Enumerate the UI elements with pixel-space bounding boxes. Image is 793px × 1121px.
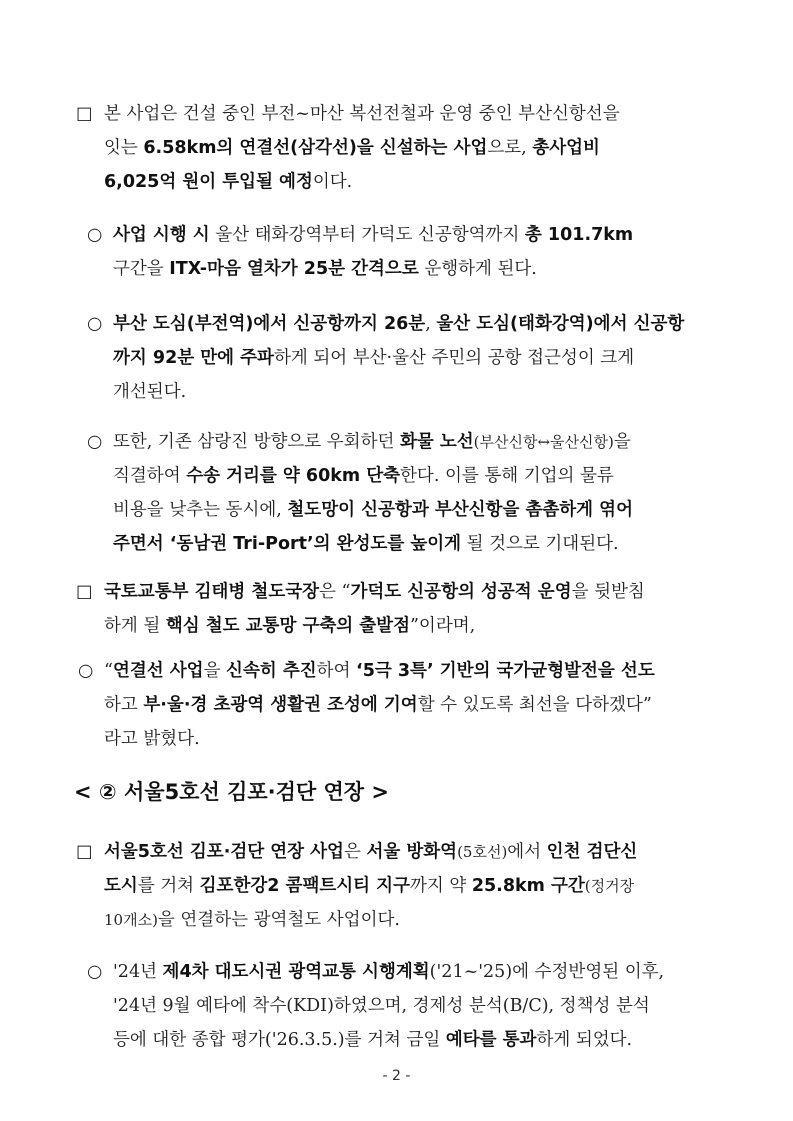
bold-text-run: 도시 xyxy=(104,876,138,896)
text-line xyxy=(104,97,620,131)
bold-text-run: 울산 도심(태화강역)에서 신공항 xyxy=(436,314,685,334)
bold-text-run: 예타를 통과 xyxy=(445,1030,537,1050)
text-line xyxy=(104,131,600,165)
bold-text-run: 6,025억 원이 투입될 예정 xyxy=(104,172,313,192)
text-run: 한다. 이를 통해 기업의 물류 xyxy=(400,466,614,486)
text-run: 비용을 낮추는 동시에, xyxy=(113,500,288,520)
bold-text-run: 25.8km 구간 xyxy=(471,876,585,896)
circle-bullet-icon: ○ xyxy=(87,225,103,245)
bold-text-run: 부·울·경 초광역 생활권 조성에 기여 xyxy=(143,695,418,715)
text-line xyxy=(104,609,475,643)
bold-text-run: 부산 도심(부전역)에서 신공항까지 26분 xyxy=(113,314,426,334)
text-run: 하게 되었다. xyxy=(536,1030,633,1050)
text-run: (5호선) xyxy=(457,843,508,861)
bold-text-run: 까지 92분 만에 주파 xyxy=(113,348,274,368)
bold-text-run: 총사업비 xyxy=(532,138,600,158)
text-line xyxy=(113,425,631,459)
text-run: 본 사업은 건설 중인 부전~마산 복선전철과 운영 중인 부산신항선을 xyxy=(104,104,620,124)
bold-text-run: 서울5호선 김포·검단 연장 사업 xyxy=(104,842,344,862)
bold-text-run: 6.58km의 연결선(삼각선)을 신설하는 사업 xyxy=(143,138,488,158)
text-run: ”이라며, xyxy=(409,616,476,636)
text-run: 등에 대한 종합 평가('26.3.5.)를 거쳐 금일 xyxy=(113,1030,446,1050)
text-run: 이다. xyxy=(312,172,353,192)
text-run: 할 수 있도록 최선을 다하겠다” xyxy=(417,695,652,715)
text-run: 으로, xyxy=(487,138,533,158)
text-run: (부산신항↔울산신항) xyxy=(473,433,614,451)
circle-bullet-icon: ○ xyxy=(78,661,94,681)
text-run: , xyxy=(425,314,437,334)
square-bullet-icon: □ xyxy=(76,842,93,862)
circle-bullet-icon: ○ xyxy=(87,314,103,334)
text-run: 에서 xyxy=(507,842,547,862)
text-line xyxy=(104,165,352,199)
circle-bullet-icon: ○ xyxy=(87,962,103,982)
text-run: ('21~'25)에 수정반영된 이후, xyxy=(429,962,665,982)
text-run: 또한, 기존 삼랑진 방향으로 우회하던 xyxy=(113,432,400,452)
text-run: 울산 태화강역부터 가덕도 신공항역까지 xyxy=(209,225,525,245)
section-heading: < ② 서울5호선 김포·검단 연장 > xyxy=(74,780,389,804)
bold-text-run: 제4차 대도시권 광역교통 시행계획 xyxy=(162,962,430,982)
text-line xyxy=(113,493,633,527)
text-line xyxy=(104,835,637,869)
bold-text-run: 핵심 철도 교통망 구축의 출발점 xyxy=(165,616,410,636)
text-run: 을 xyxy=(203,661,227,681)
text-run: 을 연결하는 광역철도 사업이다. xyxy=(157,910,400,930)
bold-text-run: 국토교통부 김태병 철도국장 xyxy=(104,582,320,602)
bold-text-run: 주면서 ‘동남권 Tri-Port’의 완성도를 높이게 xyxy=(113,534,462,554)
text-run: 구간을 xyxy=(113,259,170,279)
text-run: 개선된다. xyxy=(113,382,187,402)
bold-text-run: 김포한강2 콤팩트시티 지구 xyxy=(199,876,410,896)
bold-text-run: 가덕도 신공항의 성공적 운영 xyxy=(350,582,572,602)
text-run: 하게 될 xyxy=(104,616,166,636)
bold-text-run: 철도망이 신공항과 부산신항을 촘촘하게 엮어 xyxy=(287,500,633,520)
bold-text-run: 수송 거리를 약 60km 단축 xyxy=(186,466,401,486)
text-line xyxy=(113,989,650,1023)
text-line xyxy=(113,341,634,375)
text-line xyxy=(104,688,652,722)
page-number: - 2 - xyxy=(382,1068,411,1084)
text-run: 직결하여 xyxy=(113,466,187,486)
bold-text-run: 연결선 사업 xyxy=(112,661,204,681)
text-line xyxy=(104,722,200,756)
text-run: '24년 9월 예타에 착수(KDI)하였으며, 경제성 분석(B/C), 정책성 분석 xyxy=(113,996,650,1016)
text-line xyxy=(104,869,634,903)
text-run: “ xyxy=(104,661,113,681)
circle-bullet-icon: ○ xyxy=(87,432,103,452)
bold-text-run: 서울 방화역 xyxy=(366,842,458,862)
text-run: 라고 밝혔다. xyxy=(104,729,200,749)
bold-text-run: 사업 시행 시 xyxy=(113,225,210,245)
text-run: 될 것으로 기대된다. xyxy=(461,534,619,554)
bold-text-run: ITX-마음 열차가 25분 간격으로 xyxy=(169,259,419,279)
bold-text-run: 총 101.7km xyxy=(524,225,634,245)
text-line xyxy=(113,375,186,409)
text-line xyxy=(104,575,645,609)
text-run: 하고 xyxy=(104,695,144,715)
text-run: 까지 약 xyxy=(409,876,472,896)
text-line xyxy=(113,1023,632,1057)
text-run: 하여 xyxy=(316,661,357,681)
text-line xyxy=(113,307,684,341)
text-run: 10개소) xyxy=(104,911,158,929)
text-line xyxy=(113,955,664,989)
text-run: 잇는 xyxy=(104,138,144,158)
text-line xyxy=(113,252,537,286)
bold-text-run: 인천 검단신 xyxy=(546,842,638,862)
text-run: 운행하게 된다. xyxy=(418,259,537,279)
text-line xyxy=(113,218,633,252)
text-run: 을 뒷받침 xyxy=(571,582,645,602)
text-line xyxy=(104,903,400,937)
text-run: (정거장 xyxy=(584,877,635,895)
bold-text-run: ‘5극 3특’ 기반의 국가균형발전을 선도 xyxy=(356,661,655,681)
text-line xyxy=(113,459,614,493)
square-bullet-icon: □ xyxy=(76,104,93,124)
square-bullet-icon: □ xyxy=(76,582,93,602)
text-run: 은 “ xyxy=(319,582,351,602)
text-run: 을 xyxy=(613,432,631,452)
text-run: 하게 되어 부산·울산 주민의 공항 접근성이 크게 xyxy=(273,348,635,368)
text-line xyxy=(104,654,655,688)
text-line xyxy=(113,527,619,561)
bold-text-run: 신속히 추진 xyxy=(226,661,317,681)
bold-text-run: 화물 노선 xyxy=(399,432,474,452)
text-run: 를 거쳐 xyxy=(137,876,200,896)
text-run: '24년 xyxy=(113,962,163,982)
text-run: 은 xyxy=(343,842,367,862)
